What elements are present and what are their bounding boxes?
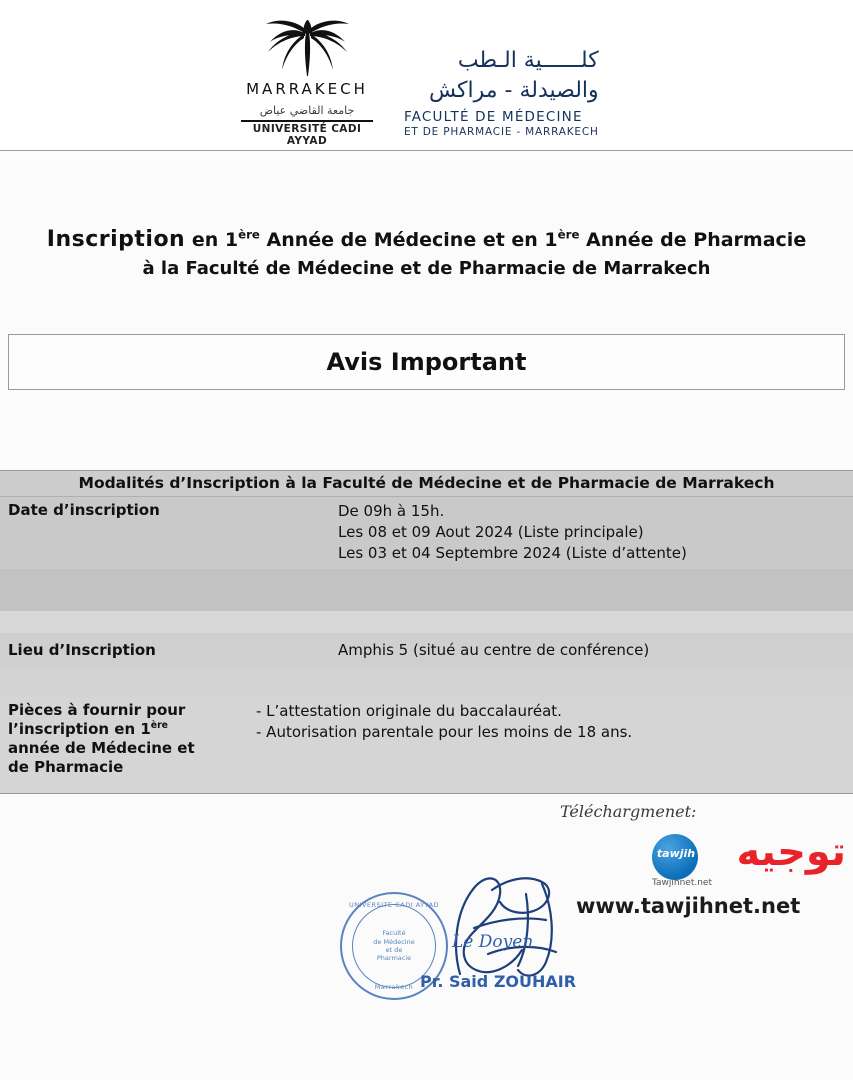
stamp-line-2: de Médecine bbox=[373, 937, 415, 946]
place-line-1: Amphis 5 (situé au centre de conférence) bbox=[338, 641, 650, 660]
watermark-arabic-text: توجيه bbox=[736, 828, 846, 875]
documents-label-line-3: année de Médecine et bbox=[8, 739, 195, 758]
faculty-french-line-2: ET DE PHARMACIE - MARRAKECH bbox=[404, 126, 599, 139]
faculty-arabic-line-2: والصيدلة - مراكش bbox=[428, 77, 599, 103]
stamp-line-4: Pharmacie bbox=[376, 953, 412, 962]
stamp-line-1: Faculté bbox=[382, 929, 406, 938]
table-header-label: Modalités d’Inscription à la Faculté de Médecine et de Pharmacie de Marrakech bbox=[78, 474, 775, 493]
row-label-documents bbox=[0, 697, 238, 793]
table-row bbox=[0, 497, 853, 569]
row-value-documents bbox=[238, 697, 853, 793]
document-header bbox=[0, 0, 853, 151]
title-line-1 bbox=[30, 225, 823, 255]
documents-item-2: - Autorisation parentale pour les moins de 18 ans. bbox=[256, 722, 633, 741]
row-value-date bbox=[238, 497, 853, 569]
row-value-place bbox=[238, 636, 853, 665]
documents-label-line-4: de Pharmacie bbox=[8, 758, 124, 777]
signature-name: Pr. Said ZOUHAIR bbox=[420, 971, 577, 991]
stamp-top-text: UNIVERSITE CADI AYYAD bbox=[348, 900, 440, 909]
website-url[interactable]: www.tawjihnet.net bbox=[576, 893, 801, 918]
row-label-place: Lieu d’Inscription bbox=[8, 641, 156, 660]
faculty-french-line-1: FACULTÉ DE MÉDECINE bbox=[404, 109, 583, 126]
university-logo bbox=[232, 16, 382, 147]
date-line-3: Les 03 et 04 Septembre 2024 (Liste d’attente) bbox=[338, 544, 687, 563]
stamp-bottom-text: Marrakech bbox=[374, 982, 414, 991]
documents-label-line-1: Pièces à fournir pour bbox=[8, 700, 186, 719]
stamp-line-3: et de bbox=[385, 945, 403, 954]
logo-divider bbox=[241, 120, 373, 122]
title-lead-word: Inscription bbox=[46, 227, 186, 252]
important-notice-label: Avis Important bbox=[326, 347, 527, 376]
logo-wordmark: MARRAKECH bbox=[246, 80, 368, 98]
watermark-circle-label: tawjih bbox=[656, 846, 696, 860]
table-spacer-row-1 bbox=[0, 569, 853, 611]
table-row bbox=[0, 697, 853, 793]
palm-tree-icon bbox=[248, 16, 366, 78]
table-spacer-row-2 bbox=[0, 611, 853, 633]
title-fragment-c: Année de Pharmacie bbox=[579, 229, 807, 251]
faculty-name-block bbox=[404, 16, 599, 138]
logo-university-name: UNIVERSITÉ CADI AYYAD bbox=[252, 123, 362, 147]
date-line-2: Les 08 et 09 Aout 2024 (Liste principale) bbox=[338, 522, 644, 541]
table-row bbox=[0, 633, 853, 669]
registration-details-table bbox=[0, 470, 853, 794]
faculty-arabic-line-1: كلــــــية الـطب bbox=[457, 48, 599, 73]
download-label: Téléchargmenet: bbox=[560, 801, 697, 821]
logo-arabic-name: جامعة القاضي عياض bbox=[259, 104, 355, 117]
documents-item-1: - L’attestation originale du baccalauréat. bbox=[256, 701, 562, 720]
documents-label-text-2: l’inscription en 1 bbox=[8, 719, 151, 738]
watermark-subtitle: Tawjihnet.net bbox=[652, 877, 712, 888]
title-sup-a: ère bbox=[238, 227, 260, 242]
table-spacer-row-3 bbox=[0, 669, 853, 697]
title-sup-b: ère bbox=[557, 227, 580, 242]
document-footer bbox=[0, 794, 853, 1054]
date-line-1: De 09h à 15h. bbox=[338, 501, 445, 520]
documents-label-sup: ère bbox=[150, 719, 168, 731]
header-content bbox=[232, 16, 599, 147]
title-fragment-b: Année de Médecine et en 1 bbox=[259, 229, 558, 251]
documents-label-line-2 bbox=[8, 720, 238, 739]
important-notice-box bbox=[8, 334, 845, 390]
title-fragment-a: en 1 bbox=[185, 229, 239, 251]
signature-title: Le Doyen bbox=[452, 931, 534, 952]
title-line-2: à la Faculté de Médecine et de Pharmacie de Marrakech bbox=[142, 257, 711, 279]
row-label-date: Date d’inscription bbox=[8, 500, 160, 519]
table-header-row bbox=[0, 471, 853, 497]
document-title bbox=[0, 151, 853, 279]
